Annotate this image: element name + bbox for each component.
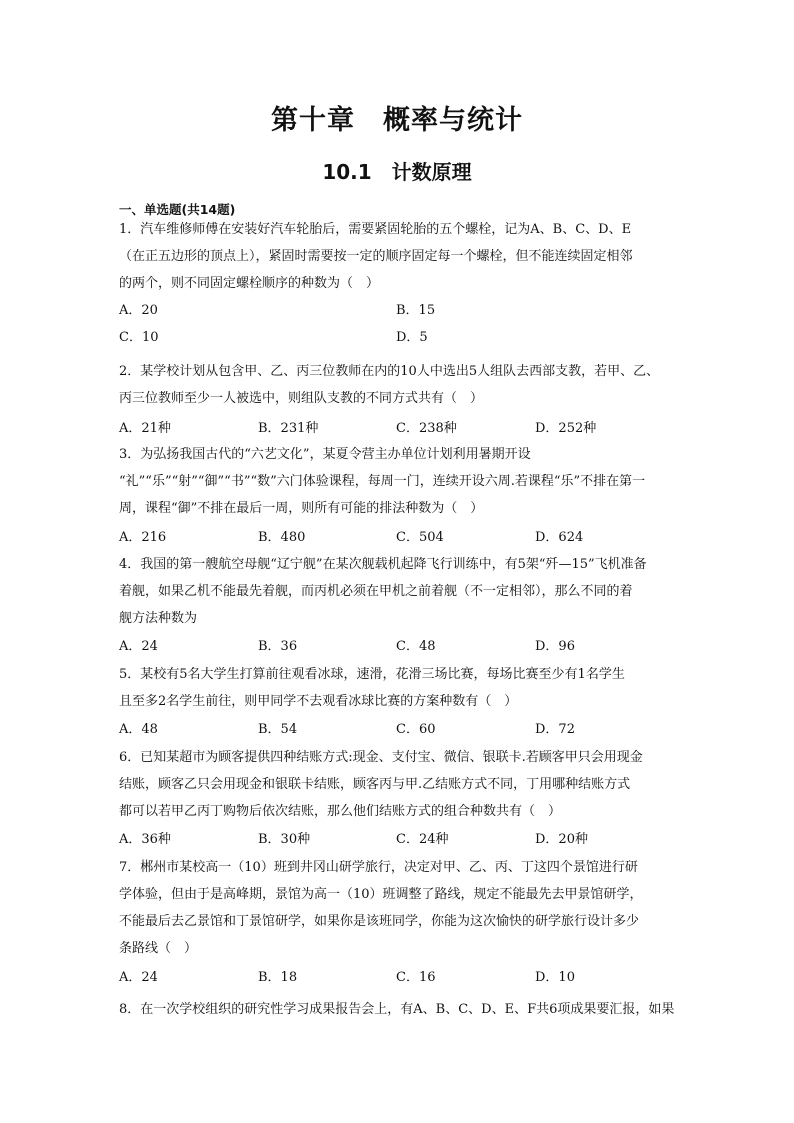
option-d: D．10 <box>535 970 575 985</box>
question-line: 学体验，但由于是高峰期，景馆为高一（10）班调整了路线，规定不能最先去甲景馆研学， <box>119 887 643 902</box>
question-line: 1．汽车维修师傅在安装好汽车轮胎后，需要紧固轮胎的五个螺栓，记为A、B、C、D、E <box>119 222 632 237</box>
question-line: 条路线（ ） <box>119 941 198 956</box>
chapter-title: 第十章 概率与统计 <box>271 105 523 136</box>
section-title: 10.1 计数原理 <box>322 160 472 184</box>
question-line: 6．已知某超市为顾客提供四种结账方式:现金、支付宝、微信、银联卡.若顾客甲只会用现金 <box>119 750 643 765</box>
option-c: C．16 <box>396 970 436 985</box>
question-line: 的两个，则不同固定螺栓顺序的种数为（ ） <box>119 276 380 291</box>
option-d: D．72 <box>535 722 575 737</box>
option-a: A．36种 <box>119 832 171 847</box>
question-3 <box>119 441 681 522</box>
question-6 <box>119 744 681 825</box>
option-c: C．24种 <box>396 832 449 847</box>
option-b: B．36 <box>258 639 298 654</box>
option-c: C．238种 <box>396 421 457 436</box>
option-b: B．30种 <box>258 832 311 847</box>
question-line: 2．某学校计划从包含甲、乙、丙三位教师在内的10人中选出5人组队去西部支教，若甲、乙、 <box>119 364 660 379</box>
question-line: 且至多2名学生前往，则甲同学不去观看冰球比赛的方案种数有（ ） <box>119 694 518 709</box>
option-b: B．231种 <box>258 421 319 436</box>
question-line: 7．郴州市某校高一（10）班到井冈山研学旅行，决定对甲、乙、丙、丁这四个景馆进行研 <box>119 860 638 875</box>
option-d: D．252种 <box>535 421 597 436</box>
question-line: 都可以若甲乙丙丁购物后依次结账，那么他们结账方式的组合种数共有（ ） <box>119 804 562 819</box>
question-2 <box>119 358 681 412</box>
question-8 <box>119 996 681 1023</box>
question-line: 周，课程“御”不排在最后一周，则所有可能的排法种数为（ ） <box>119 501 484 516</box>
option-b: B．18 <box>258 970 298 985</box>
option-a: A．21种 <box>119 421 171 436</box>
section-heading: 一、单选题(共14题) <box>119 202 236 217</box>
option-d: D．20种 <box>535 832 588 847</box>
option-d: D．5 <box>396 330 428 345</box>
option-b: B．54 <box>258 722 298 737</box>
question-7 <box>119 854 681 962</box>
question-1 <box>119 216 681 297</box>
option-a: A．48 <box>119 722 158 737</box>
question-line: 舰方法种数为 <box>119 611 198 626</box>
option-a: A．20 <box>119 303 158 318</box>
option-d: D．624 <box>535 530 584 545</box>
option-a: A．24 <box>119 970 158 985</box>
option-c: C．504 <box>396 530 444 545</box>
question-4 <box>119 551 681 632</box>
question-line: 丙三位教师至少一人被选中，则组队支教的不同方式共有（ ） <box>119 391 484 406</box>
question-line: （在正五边形的顶点上），紧固时需要按一定的顺序固定每一个螺栓，但不能连续固定相邻 <box>119 249 633 264</box>
option-a: A．216 <box>119 530 167 545</box>
question-line: 4．我国的第一艘航空母舰“辽宁舰”在某次舰载机起降飞行训练中，有5架“歼—15”飞机准备 <box>119 557 647 572</box>
question-line: 5．某校有5名大学生打算前往观看冰球，速滑，花滑三场比赛，每场比赛至少有1名学生 <box>119 667 625 682</box>
question-line: 着舰，如果乙机不能最先着舰，而丙机必须在甲机之前着舰（不一定相邻），那么不同的着 <box>119 584 633 599</box>
option-c: C．10 <box>119 330 159 345</box>
question-line: 结账，顾客乙只会用现金和银联卡结账，顾客丙与甲.乙结账方式不同，丁用哪种结账方式 <box>119 777 631 792</box>
question-line: 不能最后去乙景馆和丁景馆研学，如果你是该班同学，你能为这次愉快的研学旅行设计多少 <box>119 914 640 929</box>
option-b: B．480 <box>258 530 306 545</box>
option-b: B．15 <box>396 303 436 318</box>
question-line: 3．为弘扬我国古代的“六艺文化”，某夏令营主办单位计划利用暑期开设 <box>119 447 531 462</box>
question-5 <box>119 661 681 715</box>
option-c: C．48 <box>396 639 436 654</box>
question-line: “礼”“乐”“射”“御”“书”“数”六门体验课程，每周一门，连续开设六周.若课程“乐”不排在第一 <box>119 474 646 489</box>
option-d: D．96 <box>535 639 575 654</box>
question-line: 8．在一次学校组织的研究性学习成果报告会上，有A、B、C、D、E、F共6项成果要汇报，如果 <box>119 1002 675 1017</box>
option-a: A．24 <box>119 639 158 654</box>
option-c: C．60 <box>396 722 436 737</box>
